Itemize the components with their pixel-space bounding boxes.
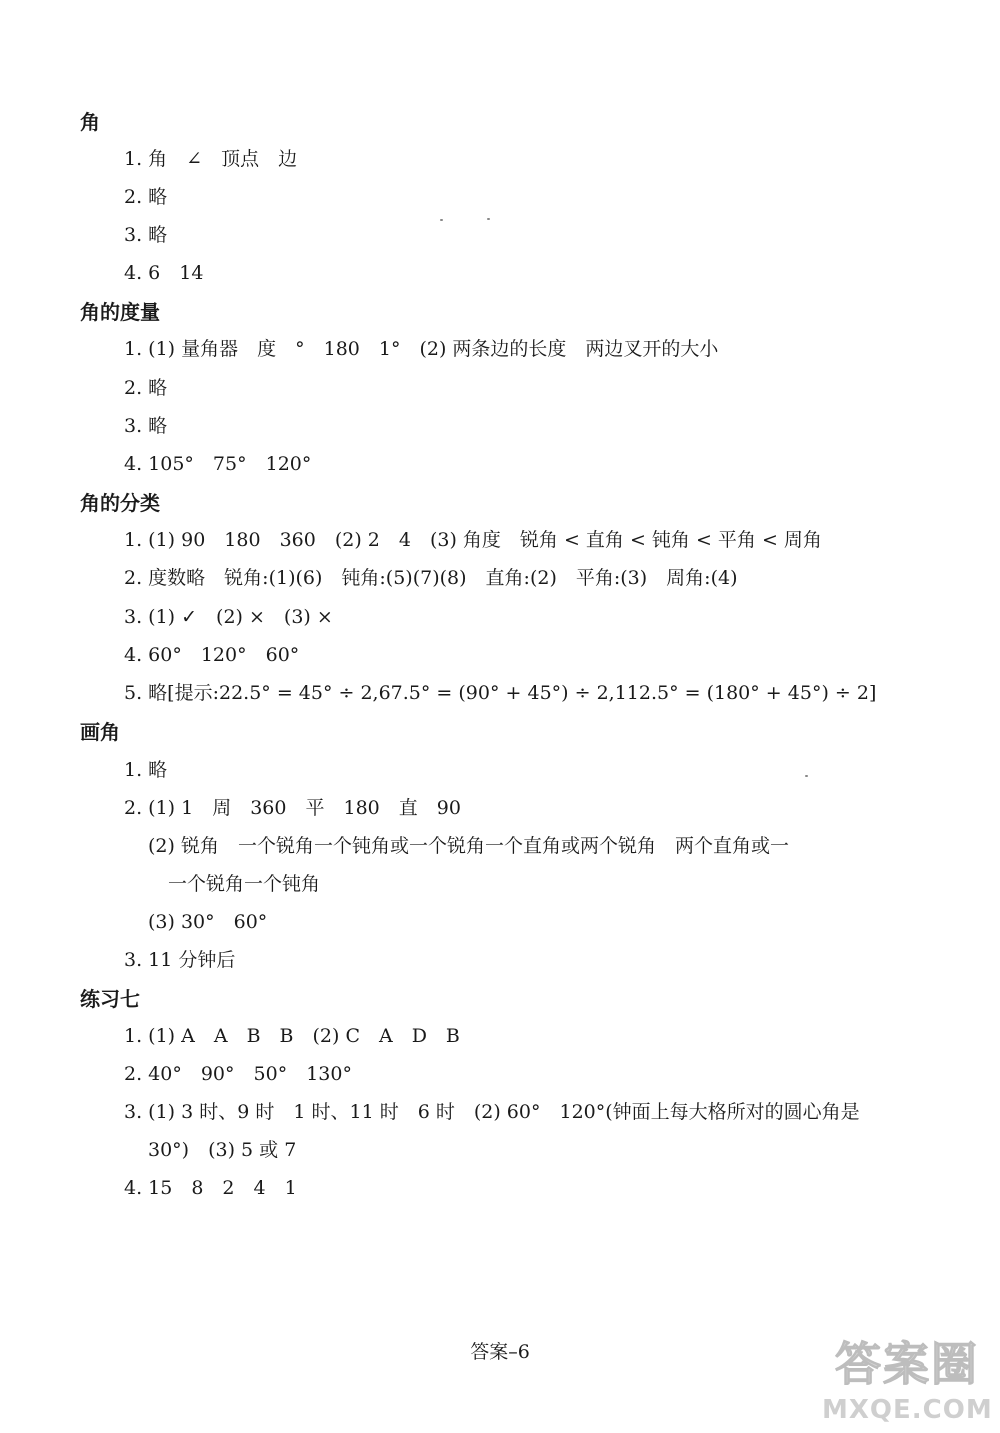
answer-line: 2. 略 bbox=[124, 377, 168, 399]
answer-line: 1. (1) 量角器 度 ° 180 1° (2) 两条边的长度 两边叉开的大小 bbox=[124, 338, 719, 360]
answer-line: 2. (1) 1 周 360 平 180 直 90 bbox=[124, 797, 461, 819]
answer-line: 2. 40° 90° 50° 130° bbox=[124, 1063, 352, 1085]
page-number: 答案–6 bbox=[470, 1341, 530, 1363]
answer-line: (2) 锐角 一个锐角一个钝角或一个锐角一个直角或两个锐角 两个直角或一 bbox=[148, 835, 789, 857]
answer-line: 1. (1) 90 180 360 (2) 2 4 (3) 角度 锐角 < 直角 < 钝角 < 平角 < 周角 bbox=[124, 529, 822, 551]
answer-line: 3. 11 分钟后 bbox=[124, 949, 236, 971]
answer-line: 4. 15 8 2 4 1 bbox=[124, 1177, 297, 1199]
answer-line: 3. 略 bbox=[124, 415, 168, 437]
answer-line: 一个锐角一个钝角 bbox=[168, 873, 321, 895]
section-heading: 画角 bbox=[80, 720, 120, 744]
answer-line: 4. 60° 120° 60° bbox=[124, 644, 300, 666]
answer-line: 2. 度数略 锐角:(1)(6) 钝角:(5)(7)(8) 直角:(2) 平角:(3) 周角:(4) bbox=[124, 567, 738, 589]
section-heading: 角 bbox=[80, 110, 100, 134]
watermark-text: 答案圈 bbox=[835, 1337, 979, 1391]
answer-line: 1. 角 ∠ 顶点 边 bbox=[124, 148, 298, 170]
answer-line: 3. 略 bbox=[124, 224, 168, 246]
section-heading: 练习七 bbox=[80, 987, 140, 1011]
answer-line: 2. 略 bbox=[124, 186, 168, 208]
answer-line: (3) 30° 60° bbox=[148, 911, 268, 933]
answer-line: 3. (1) ✓ (2) × (3) × bbox=[124, 606, 333, 628]
watermark-url: MXQE.COM bbox=[822, 1395, 993, 1425]
answer-line: 5. 略[提示:22.5° = 45° ÷ 2,67.5° = (90° + 45°) ÷ 2,112.5° = (180° + 45°) ÷ 2] bbox=[124, 682, 877, 704]
section-heading: 角的分类 bbox=[80, 491, 160, 515]
answer-line: 1. (1) A A B B (2) C A D B bbox=[124, 1025, 460, 1047]
answer-line: 4. 6 14 bbox=[124, 262, 204, 284]
scan-speck bbox=[487, 218, 490, 220]
answer-line: 1. 略 bbox=[124, 759, 168, 781]
scan-speck bbox=[440, 219, 443, 221]
scan-speck bbox=[805, 775, 808, 777]
watermark-logo bbox=[822, 1335, 992, 1427]
answer-line: 30°) (3) 5 或 7 bbox=[148, 1139, 297, 1161]
section-heading: 角的度量 bbox=[80, 300, 160, 324]
answer-line: 3. (1) 3 时、9 时 1 时、11 时 6 时 (2) 60° 120°(钟面上每大格所对的圆心角是 bbox=[124, 1101, 860, 1123]
answer-line: 4. 105° 75° 120° bbox=[124, 453, 312, 475]
